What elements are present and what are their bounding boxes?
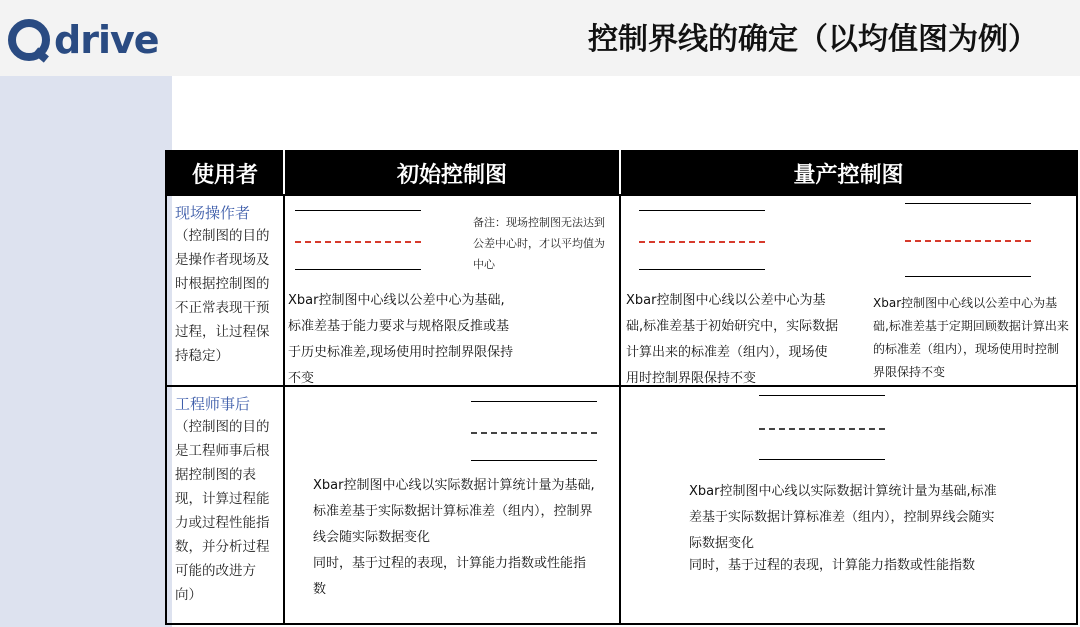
lower-limit-line-b bbox=[905, 276, 1031, 277]
user-name-engineer: 工程师事后 bbox=[175, 395, 251, 413]
table-header-row bbox=[166, 151, 1077, 195]
production-desc-b: Xbar控制图中心线以公差中心为基础,标准差基于定期回顾数据计算出来的标准差（组内），现场使用时控制界限保持不变 bbox=[873, 296, 1069, 379]
logo-text: drive bbox=[54, 18, 159, 62]
center-line-red-b bbox=[905, 240, 1031, 242]
production-cell-operator bbox=[620, 195, 1077, 386]
production-desc-engineer-2: 同时，基于过程的表现，计算能力指数或性能指数 bbox=[689, 558, 976, 573]
initial-desc-engineer-1: Xbar控制图中心线以实际数据计算统计量为基础,标准差基于实际数据计算标准差（组内），控制界线会随实际数据变化 bbox=[313, 478, 595, 545]
initial-desc-operator: Xbar控制图中心线以公差中心为基础,标准差基于能力要求与规格限反推或基于历史标准差,现场使用时控制界限保持不变 bbox=[288, 293, 514, 386]
initial-cell-operator bbox=[284, 195, 620, 386]
center-line-red bbox=[639, 241, 765, 243]
upper-limit-line bbox=[639, 210, 765, 211]
upper-limit-line bbox=[759, 395, 885, 396]
upper-limit-line-b bbox=[905, 203, 1031, 204]
lower-limit-line bbox=[759, 459, 885, 460]
lower-limit-line bbox=[639, 269, 765, 270]
initial-desc-engineer-2: 同时，基于过程的表现，计算能力指数或性能指数 bbox=[313, 556, 587, 597]
table-row-operator bbox=[166, 195, 1077, 386]
upper-limit-line bbox=[471, 401, 597, 402]
lower-limit-line bbox=[471, 460, 597, 461]
qdrive-logo bbox=[8, 14, 159, 66]
production-cell-engineer bbox=[620, 386, 1077, 624]
table-row-engineer bbox=[166, 386, 1077, 624]
initial-cell-engineer bbox=[284, 386, 620, 624]
header-user: 使用者 bbox=[166, 151, 284, 195]
user-desc-operator: （控制图的目的是操作者现场及时根据控制图的不正常表现干预过程，让过程保持稳定） bbox=[175, 228, 270, 364]
control-limit-table bbox=[165, 150, 1078, 625]
initial-note: 备注：现场控制图无法达到公差中心时，才以平均值为中心 bbox=[473, 216, 605, 271]
left-decor-band bbox=[0, 76, 172, 627]
header-production-chart: 量产控制图 bbox=[620, 151, 1077, 195]
user-desc-engineer: （控制图的目的是工程师事后根据控制图的表现，计算过程能力或过程性能指数，并分析过程可能的改进方向） bbox=[175, 419, 270, 603]
logo-q-icon bbox=[8, 19, 50, 61]
page-title: 控制界线的确定（以均值图为例） bbox=[588, 22, 1038, 57]
center-line-red bbox=[295, 241, 421, 243]
upper-limit-line bbox=[295, 210, 421, 211]
center-line-gray bbox=[471, 432, 597, 434]
user-cell-engineer bbox=[166, 386, 284, 624]
lower-limit-line bbox=[295, 269, 421, 270]
user-cell-operator bbox=[166, 195, 284, 386]
production-desc-engineer-1: Xbar控制图中心线以实际数据计算统计量为基础,标准差基于实际数据计算标准差（组内），控制界线会随实际数据变化 bbox=[689, 484, 997, 551]
production-desc-a: Xbar控制图中心线以公差中心为基础,标准差基于初始研究中，实际数据计算出来的标准差（组内），现场使用时控制界限保持不变 bbox=[626, 293, 839, 386]
center-line-gray bbox=[759, 428, 885, 430]
header-initial-chart: 初始控制图 bbox=[284, 151, 620, 195]
user-name-operator: 现场操作者 bbox=[175, 204, 251, 222]
